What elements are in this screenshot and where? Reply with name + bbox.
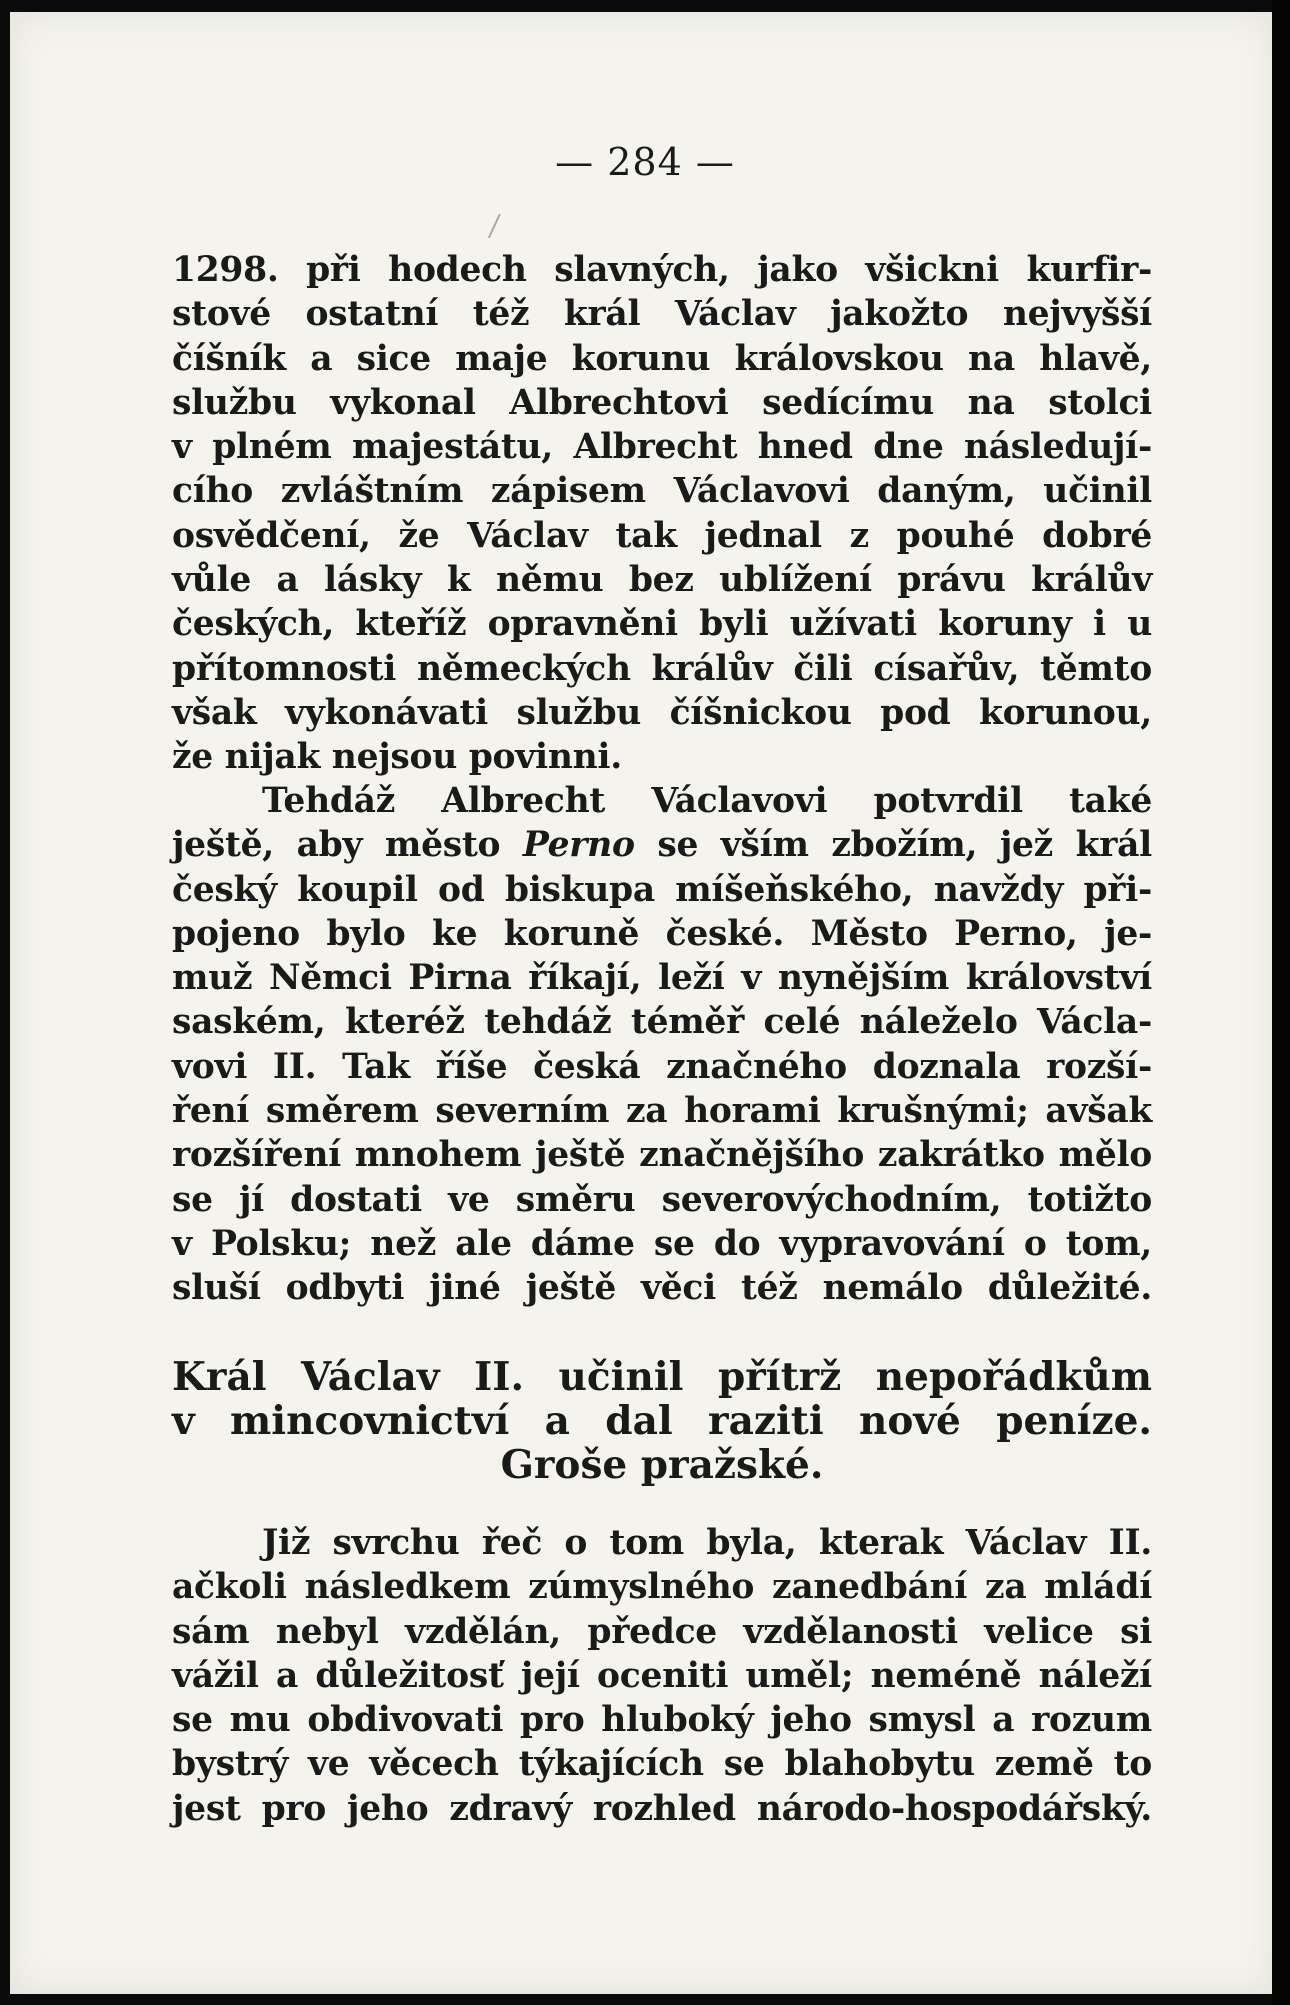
text-line: ření směrem severním za horami krušnými; avšak bbox=[172, 1091, 1152, 1132]
text-line: přítomnosti německých králův čili císařův, těmto bbox=[172, 648, 1152, 689]
text-line: pojeno bylo ke koruně české. Město Perno, je- bbox=[172, 913, 1152, 954]
text-line: se jí dostati ve směru severovýchodním, totižto bbox=[172, 1179, 1152, 1220]
page-number: — 284 — bbox=[555, 140, 735, 184]
text-line: službu vykonal Albrechtovi sedícímu na stolci bbox=[172, 382, 1152, 423]
text-line: 1298. při hodech slavných, jako všickni kurfir- bbox=[172, 250, 1152, 290]
paragraph-3 bbox=[172, 1521, 1152, 1831]
text-line: v plném majestátu, Albrecht hned dne následují- bbox=[172, 427, 1152, 468]
paragraph-1 bbox=[172, 248, 1152, 780]
text-line bbox=[172, 823, 1152, 867]
text-line: saském, kteréž tehdáž téměř celé náleželo Václa- bbox=[172, 1002, 1152, 1043]
place-name-perno: Perno bbox=[522, 825, 635, 866]
text-line: bystrý ve věcech týkajících se blahobytu země to bbox=[172, 1744, 1152, 1785]
text-line: že nijak nejsou povinni. bbox=[172, 737, 622, 778]
pencil-mark bbox=[475, 208, 500, 238]
section-heading bbox=[172, 1355, 1152, 1487]
text-line: vážil a důležitosť její oceniti uměl; neméně náleží bbox=[172, 1655, 1152, 1696]
text-line: muž Němci Pirna říkají, leží v nynějším království bbox=[172, 958, 1152, 999]
text-line: cího zvláštním zápisem Václavovi daným, učinil bbox=[172, 471, 1152, 512]
scan-edge bbox=[1272, 0, 1290, 2005]
heading-line: Groše pražské. bbox=[500, 1442, 824, 1488]
text-line: český koupil od biskupa míšeňského, navždy při- bbox=[172, 869, 1152, 910]
heading-line: v mincovnictví a dal raziti nové peníze. bbox=[172, 1398, 1152, 1444]
text-line: v Polsku; než ale dáme se do vypravování o tom, bbox=[172, 1223, 1152, 1264]
text-line: stové ostatní též král Václav jakožto nejvyšší bbox=[172, 294, 1152, 335]
text-line: vovi II. Tak říše česká značného doznala rozší- bbox=[172, 1046, 1152, 1087]
text-line: Tehdáž Albrecht Václavovi potvrdil také bbox=[262, 781, 1152, 821]
text-line: osvědčení, že Václav tak jednal z pouhé dobré bbox=[172, 515, 1152, 556]
text-line: Již svrchu řeč o tom byla, kterak Václav II. bbox=[262, 1523, 1152, 1563]
paragraph-2 bbox=[172, 779, 1152, 1311]
text-line: ačkoli následkem zúmyslného zanedbání za mládí bbox=[172, 1567, 1152, 1608]
text-line: rozšíření mnohem ještě značnějšího zakrátko mělo bbox=[172, 1135, 1152, 1176]
text-line: však vykonávati službu číšnickou pod korunou, bbox=[172, 692, 1152, 733]
text-line: českých, kteříž opravněni byli užívati koruny i u bbox=[172, 604, 1152, 645]
heading-line: Král Václav II. učinil přítrž nepořádkům bbox=[172, 1354, 1152, 1400]
text-line: se mu obdivovati pro hluboký jeho smysl a rozum bbox=[172, 1700, 1152, 1741]
text-fragment: se vším zbožím, jež král bbox=[634, 825, 1152, 866]
text-line: vůle a lásky k němu bez ublížení právu králův bbox=[172, 560, 1152, 601]
text-line: jest pro jeho zdravý rozhled národo-hospodářský. bbox=[172, 1788, 1152, 1829]
text-fragment: ještě, aby město bbox=[172, 825, 523, 866]
text-line: sám nebyl vzdělán, předce vzdělanosti velice si bbox=[172, 1611, 1152, 1652]
text-line: sluší odbyti jiné ještě věci též nemálo důležité. bbox=[172, 1268, 1152, 1309]
text-line: číšník a sice maje korunu královskou na hlavě, bbox=[172, 338, 1152, 379]
